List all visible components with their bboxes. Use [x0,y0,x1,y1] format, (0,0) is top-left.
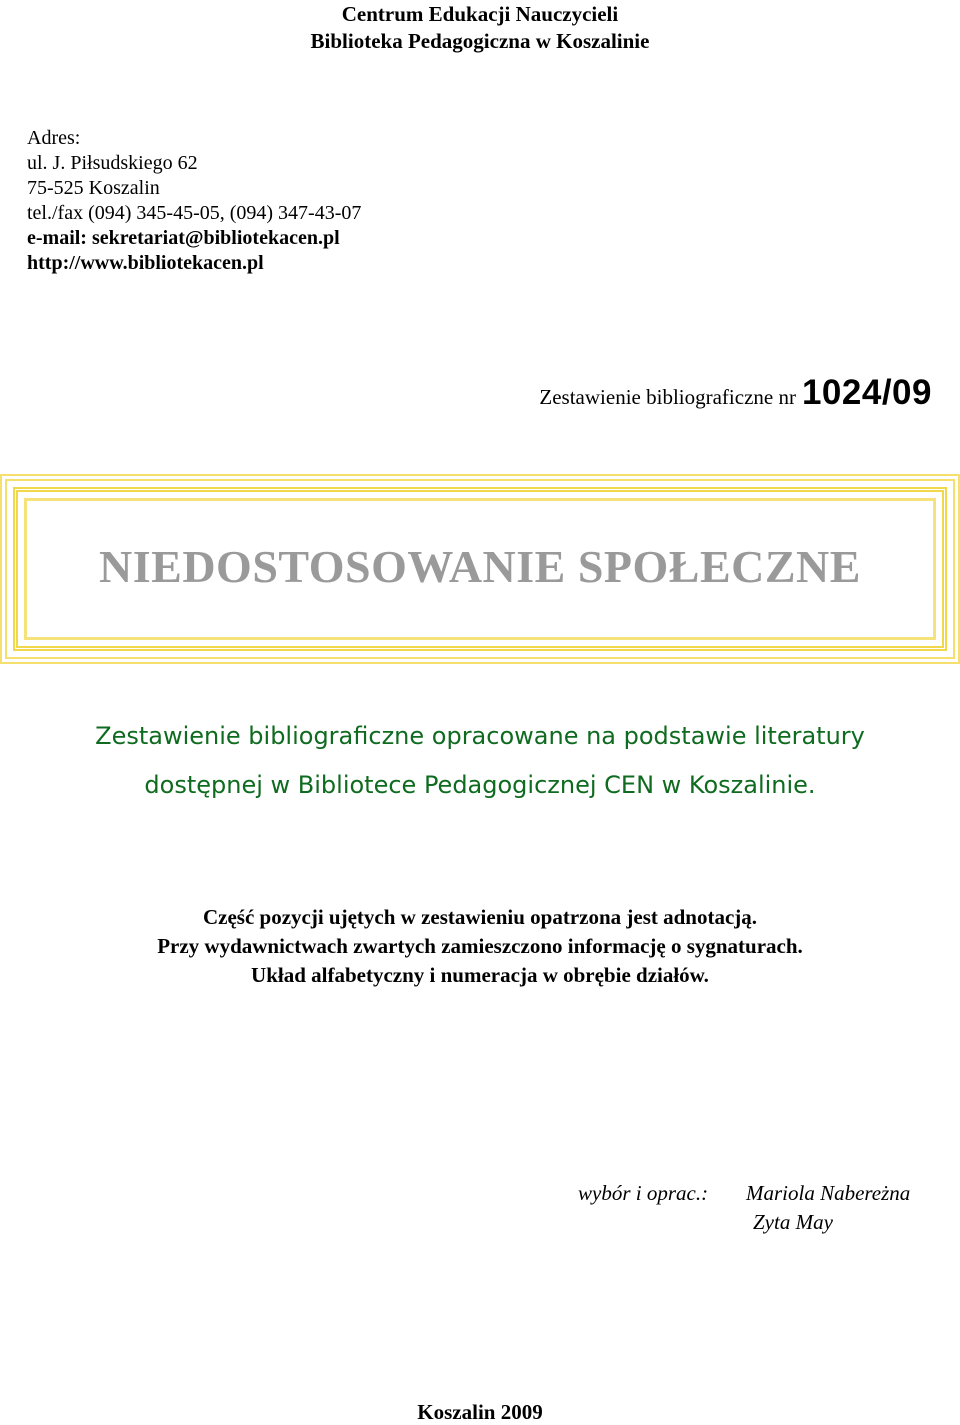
address-email[interactable]: e-mail: sekretariat@bibliotekacen.pl [27,227,340,249]
library-name: Biblioteka Pedagogiczna w Koszalinie [310,29,650,53]
document-title: NIEDOSTOSOWANIE SPOŁECZNE [99,541,861,592]
author-name-2: Zyta May [753,1210,833,1234]
author-name-1: Mariola Nabereżna [746,1181,911,1205]
institution-header [0,0,960,55]
note-ordering: Układ alfabetyczny i numeracja w obrębie działów. [251,963,709,987]
note-annotations: Część pozycji ujętych w zestawieniu opatrzona jest adnotacją. [202,905,758,929]
note-signatures: Przy wydawnictwach zwartych zamieszczono informację o sygnaturach. [157,934,803,958]
address-city: 75-525 Koszalin [27,177,160,199]
address-street: ul. J. Piłsudskiego 62 [27,152,198,174]
place-and-year: Koszalin 2009 [417,1400,543,1424]
address-label: Adres: [27,127,81,149]
listing-number [539,373,932,413]
description-line-2: dostępnej w Bibliotece Pedagogicznej CEN w Koszalinie. [144,771,816,799]
authors-label: wybór i oprac.: [578,1181,709,1205]
listing-label: Zestawienie bibliograficzne nr [539,385,796,409]
address-website[interactable]: http://www.bibliotekacen.pl [27,252,264,274]
listing-number-value: 1024/09 [801,373,932,412]
description-line-1: Zestawienie bibliograficzne opracowane na podstawie literatury [95,722,865,750]
address-phone: tel./fax (094) 345-45-05, (094) 347-43-07 [27,202,362,224]
authors-block [0,1179,960,1239]
institution-name: Centrum Edukacji Nauczycieli [341,2,619,26]
notes-block [0,903,960,990]
address-block [27,126,361,276]
